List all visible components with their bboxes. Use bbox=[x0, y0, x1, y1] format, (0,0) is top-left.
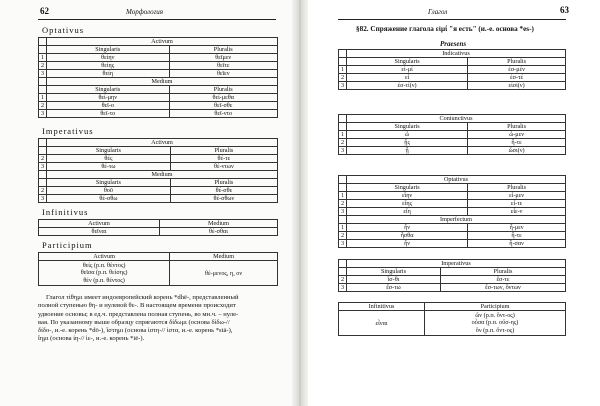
imperativus-table bbox=[38, 138, 278, 203]
page-number-right: 63 bbox=[560, 5, 569, 15]
col-header: Pluralis bbox=[468, 123, 566, 131]
table-row: 3 θείη θεῖεν bbox=[39, 70, 278, 78]
table-row: θεῖναι θέ-σθαι bbox=[39, 228, 278, 236]
col-header: Singularis bbox=[347, 58, 468, 66]
tense-header: Imperfectum bbox=[347, 216, 566, 224]
paragraph-line: ἵημι (основа ἱη-// ἱε-, и.-е. корень *iē-). bbox=[38, 335, 145, 343]
mood-header: Coniunctivus bbox=[347, 115, 566, 123]
table-row: 3 ἔσ-τω ἔσ-των, ὄντων bbox=[339, 284, 566, 292]
col-header: Pluralis bbox=[170, 147, 277, 155]
table-row: 1 ἦν ἦ-μεν bbox=[339, 224, 566, 232]
col-header: Singularis bbox=[347, 123, 468, 131]
col-header: Singularis bbox=[347, 184, 468, 192]
body-paragraph bbox=[38, 294, 278, 344]
col-header: Activum bbox=[39, 220, 160, 228]
running-head-left: Морфология bbox=[126, 8, 164, 16]
voice-header: Medium bbox=[47, 78, 278, 86]
optativus-table bbox=[38, 37, 278, 118]
header-rule bbox=[338, 19, 566, 20]
table-row: 3 ᾖ ὦσι(ν) bbox=[339, 147, 566, 155]
col-header: Participium bbox=[425, 303, 566, 311]
table-row: 3 θεῖ-το θεῖ-ντο bbox=[39, 110, 278, 118]
paragraph-line: вая. По указанному выше образцу спрягаются δίδωμι (основа δίδω-// bbox=[38, 318, 230, 326]
col-header: Singularis bbox=[47, 86, 170, 94]
participle-form: οὖσα (р.п. οὔσ-ης) bbox=[471, 319, 519, 327]
section-title-imperativus: Imperativus bbox=[42, 126, 94, 136]
table-row: 1 θείην θεῖμεν bbox=[39, 54, 278, 62]
col-header: Activum bbox=[39, 253, 170, 261]
table-row: 1 ὦ ὦ-μεν bbox=[339, 131, 566, 139]
right-page bbox=[300, 0, 600, 406]
running-head-right: Глагол bbox=[428, 8, 448, 16]
paragraph-title: §82. Спряжение глагола εἰμί "я есть" (и.-е. основа *es-) bbox=[356, 25, 534, 33]
participium-table bbox=[38, 252, 278, 286]
table-row: 3 ἐσ-τί(ν) εἰσί(ν) bbox=[339, 82, 566, 90]
infinitivus-table bbox=[38, 219, 278, 236]
participle-form: θέ-μενος, η, ον bbox=[170, 261, 278, 286]
col-header: Pluralis bbox=[468, 58, 566, 66]
table-row: 3 θέ-τω θέ-ντων bbox=[39, 163, 278, 171]
table-row: 2 εἴης εἶ-τε bbox=[339, 200, 566, 208]
participle-form: θεῖσα (р.п. θείσης) bbox=[80, 269, 128, 277]
col-header: Singularis bbox=[47, 179, 171, 187]
table-row: 1 εἰ-μί ἐσ-μέν bbox=[339, 66, 566, 74]
imperativus-table bbox=[338, 259, 566, 292]
table-row: 2 θείης θεῖτε bbox=[39, 62, 278, 70]
participle-form: θέν (р.п. θέντος) bbox=[83, 276, 125, 284]
col-header: Singularis bbox=[47, 46, 170, 54]
section-title-optativus: Optativus bbox=[42, 25, 85, 35]
mood-header: Imperativus bbox=[347, 260, 566, 268]
infinitive-form: εἶναι bbox=[339, 311, 425, 336]
page-number-left: 62 bbox=[40, 6, 49, 16]
table-row: 1 θεί-μην θεί-μεθα bbox=[39, 94, 278, 102]
voice-header: Activum bbox=[47, 139, 278, 147]
table-row: 2 εἶ ἐσ-τέ bbox=[339, 74, 566, 82]
col-header: Singularis bbox=[347, 268, 441, 276]
mood-header: Optativus bbox=[347, 176, 566, 184]
section-title-infinitivus: Infinitivus bbox=[42, 207, 89, 217]
col-header: Pluralis bbox=[169, 46, 277, 54]
table-row: 3 ἦν ἦ-σαν bbox=[339, 240, 566, 248]
paragraph-line: Глагол τίθημι имеет индоевропейский корень *dhē-, представленный bbox=[46, 294, 239, 301]
paragraph-line: δίδο-, и.-е. корень *dō-), ἵστημι (основа ἱστη-// ἱστα, и.-е. корень *stā-), bbox=[38, 327, 233, 335]
col-header: Medium bbox=[159, 220, 277, 228]
table-row: 3 εἴη εἶε-ν bbox=[339, 208, 566, 216]
mood-header: Indicativus bbox=[347, 50, 566, 58]
table-row: 2 θές θέ-τε bbox=[39, 155, 278, 163]
table-row bbox=[39, 261, 278, 286]
section-title-participium: Participium bbox=[42, 240, 93, 250]
participle-form: θείς (р.п. θέντος) bbox=[82, 261, 126, 269]
table-row: 2 θοῦ θέ-σθε bbox=[39, 187, 278, 195]
paragraph-line: удвоение основы; в ед.ч. представлена полная ступень, во мн.ч. – нуле- bbox=[38, 310, 239, 318]
participle-form: ὤν (р.п. ὄντ-ος) bbox=[475, 311, 515, 319]
table-row: 2 ἦσθα ἦ-τε bbox=[339, 232, 566, 240]
col-header: Infinitivus bbox=[339, 303, 425, 311]
col-header: Singularis bbox=[47, 147, 171, 155]
voice-header: Activum bbox=[47, 38, 278, 46]
voice-header: Medium bbox=[47, 171, 278, 179]
optativus-table bbox=[338, 175, 566, 248]
header-rule bbox=[38, 19, 276, 20]
coniunctivus-table bbox=[338, 114, 566, 155]
col-header: Pluralis bbox=[468, 184, 566, 192]
table-row: 2 ᾖς ἦ-τε bbox=[339, 139, 566, 147]
col-header: Pluralis bbox=[440, 268, 565, 276]
table-row: 1 εἴην εἶ-μεν bbox=[339, 192, 566, 200]
table-row bbox=[339, 311, 566, 336]
table-row: 2 ἴσ-θι ἔσ-τε bbox=[339, 276, 566, 284]
col-header: Pluralis bbox=[170, 179, 277, 187]
table-row: 2 θεῖ-ο θεῖ-σθε bbox=[39, 102, 278, 110]
indicativus-table bbox=[338, 49, 566, 90]
infinitivus-participium-table bbox=[338, 302, 566, 336]
table-row: 3 θέ-σθω θέ-σθων bbox=[39, 195, 278, 203]
col-header: Pluralis bbox=[169, 86, 277, 94]
tense-title: Praesens bbox=[440, 40, 467, 48]
participle-form: ὄν (р.п. ὄντ-ος) bbox=[475, 326, 515, 334]
col-header: Medium bbox=[170, 253, 278, 261]
paragraph-line: полной ступенью θη- и нулевой θε-. В настоящем времени происходит bbox=[38, 302, 236, 310]
